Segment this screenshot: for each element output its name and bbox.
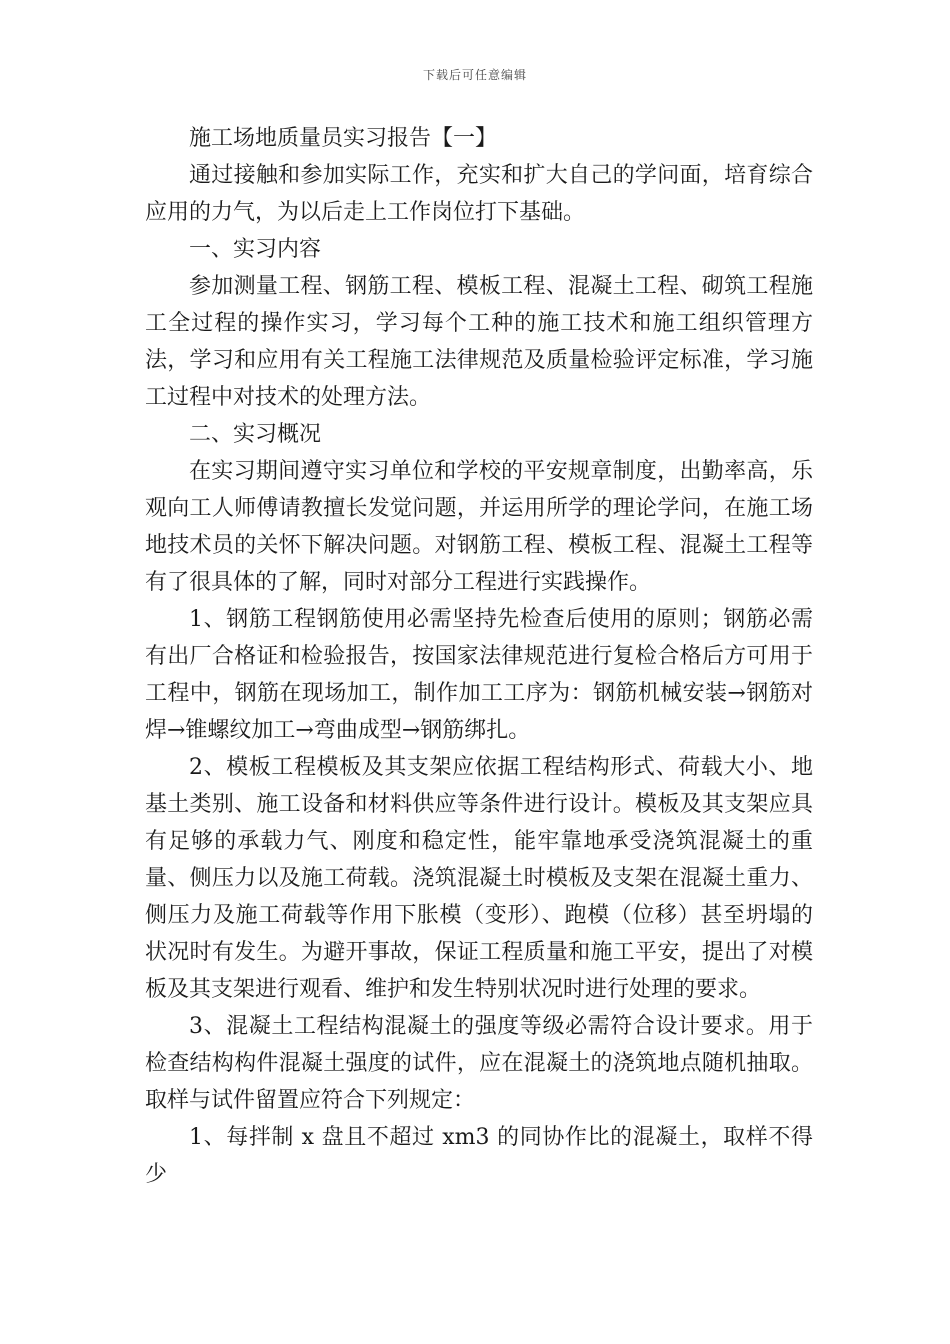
- section-heading-overview: 二、实习概况: [189, 422, 322, 447]
- section-heading-content: 一、实习内容: [189, 237, 322, 262]
- paragraph-overview: 在实习期间遵守实习单位和学校的平安规章制度，出勤率高，乐观向工人师傅请教擅长发觉问题，并运用所学的理论学问，在施工场地技术员的关怀下解决问题。对钢筋工程、模板工程、混凝土工程等有了很具体的了解，同时对部分工程进行实践操作。: [145, 459, 813, 595]
- paragraph-content: 参加测量工程、钢筋工程、模板工程、混凝土工程、砌筑工程施工全过程的操作实习，学习每个工种的施工技术和施工组织管理方法，学习和应用有关工程施工法律规范及质量检验评定标准，学习施工过程中对技术的处理方法。: [145, 274, 813, 410]
- paragraph-concrete: 3、混凝土工程结构混凝土的强度等级必需符合设计要求。用于检查结构构件混凝土强度的试件，应在混凝土的浇筑地点随机抽取。取样与试件留置应符合下列规定：: [145, 1014, 813, 1113]
- paragraph-formwork: 2、模板工程模板及其支架应依据工程结构形式、荷载大小、地基土类别、施工设备和材料供应等条件进行设计。模板及其支架应具有足够的承载力气、刚度和稳定性，能牢靠地承受浇筑混凝土的重量、侧压力以及施工荷载。浇筑混凝土时模板及支架在混凝土重力、侧压力及施工荷载等作用下胀模（变形）、跑模（位移）甚至坍塌的状况时有发生。为避开事故，保证工程质量和施工平安，提出了对模板及其支架进行观看、维护和发生特别状况时进行处理的要求。: [145, 755, 813, 1002]
- paragraph-rebar: 1、钢筋工程钢筋使用必需坚持先检查后使用的原则；钢筋必需有出厂合格证和检验报告，按国家法律规范进行复检合格后方可用于工程中，钢筋在现场加工，制作加工工序为：钢筋机械安装→钢筋对焊→锥螺纹加工→弯曲成型→钢筋绑扎。: [145, 607, 813, 743]
- header-note: 下载后可任意编辑: [422, 68, 527, 82]
- paragraph-sampling: 1、每拌制 x 盘且不超过 xm3 的同协作比的混凝土，取样不得少: [145, 1125, 813, 1187]
- report-title: 施工场地质量员实习报告【一】: [189, 126, 498, 151]
- paragraph-purpose: 通过接触和参加实际工作，充实和扩大自己的学问面，培育综合应用的力气，为以后走上工作岗位打下基础。: [145, 163, 813, 225]
- document-body: [145, 120, 813, 1193]
